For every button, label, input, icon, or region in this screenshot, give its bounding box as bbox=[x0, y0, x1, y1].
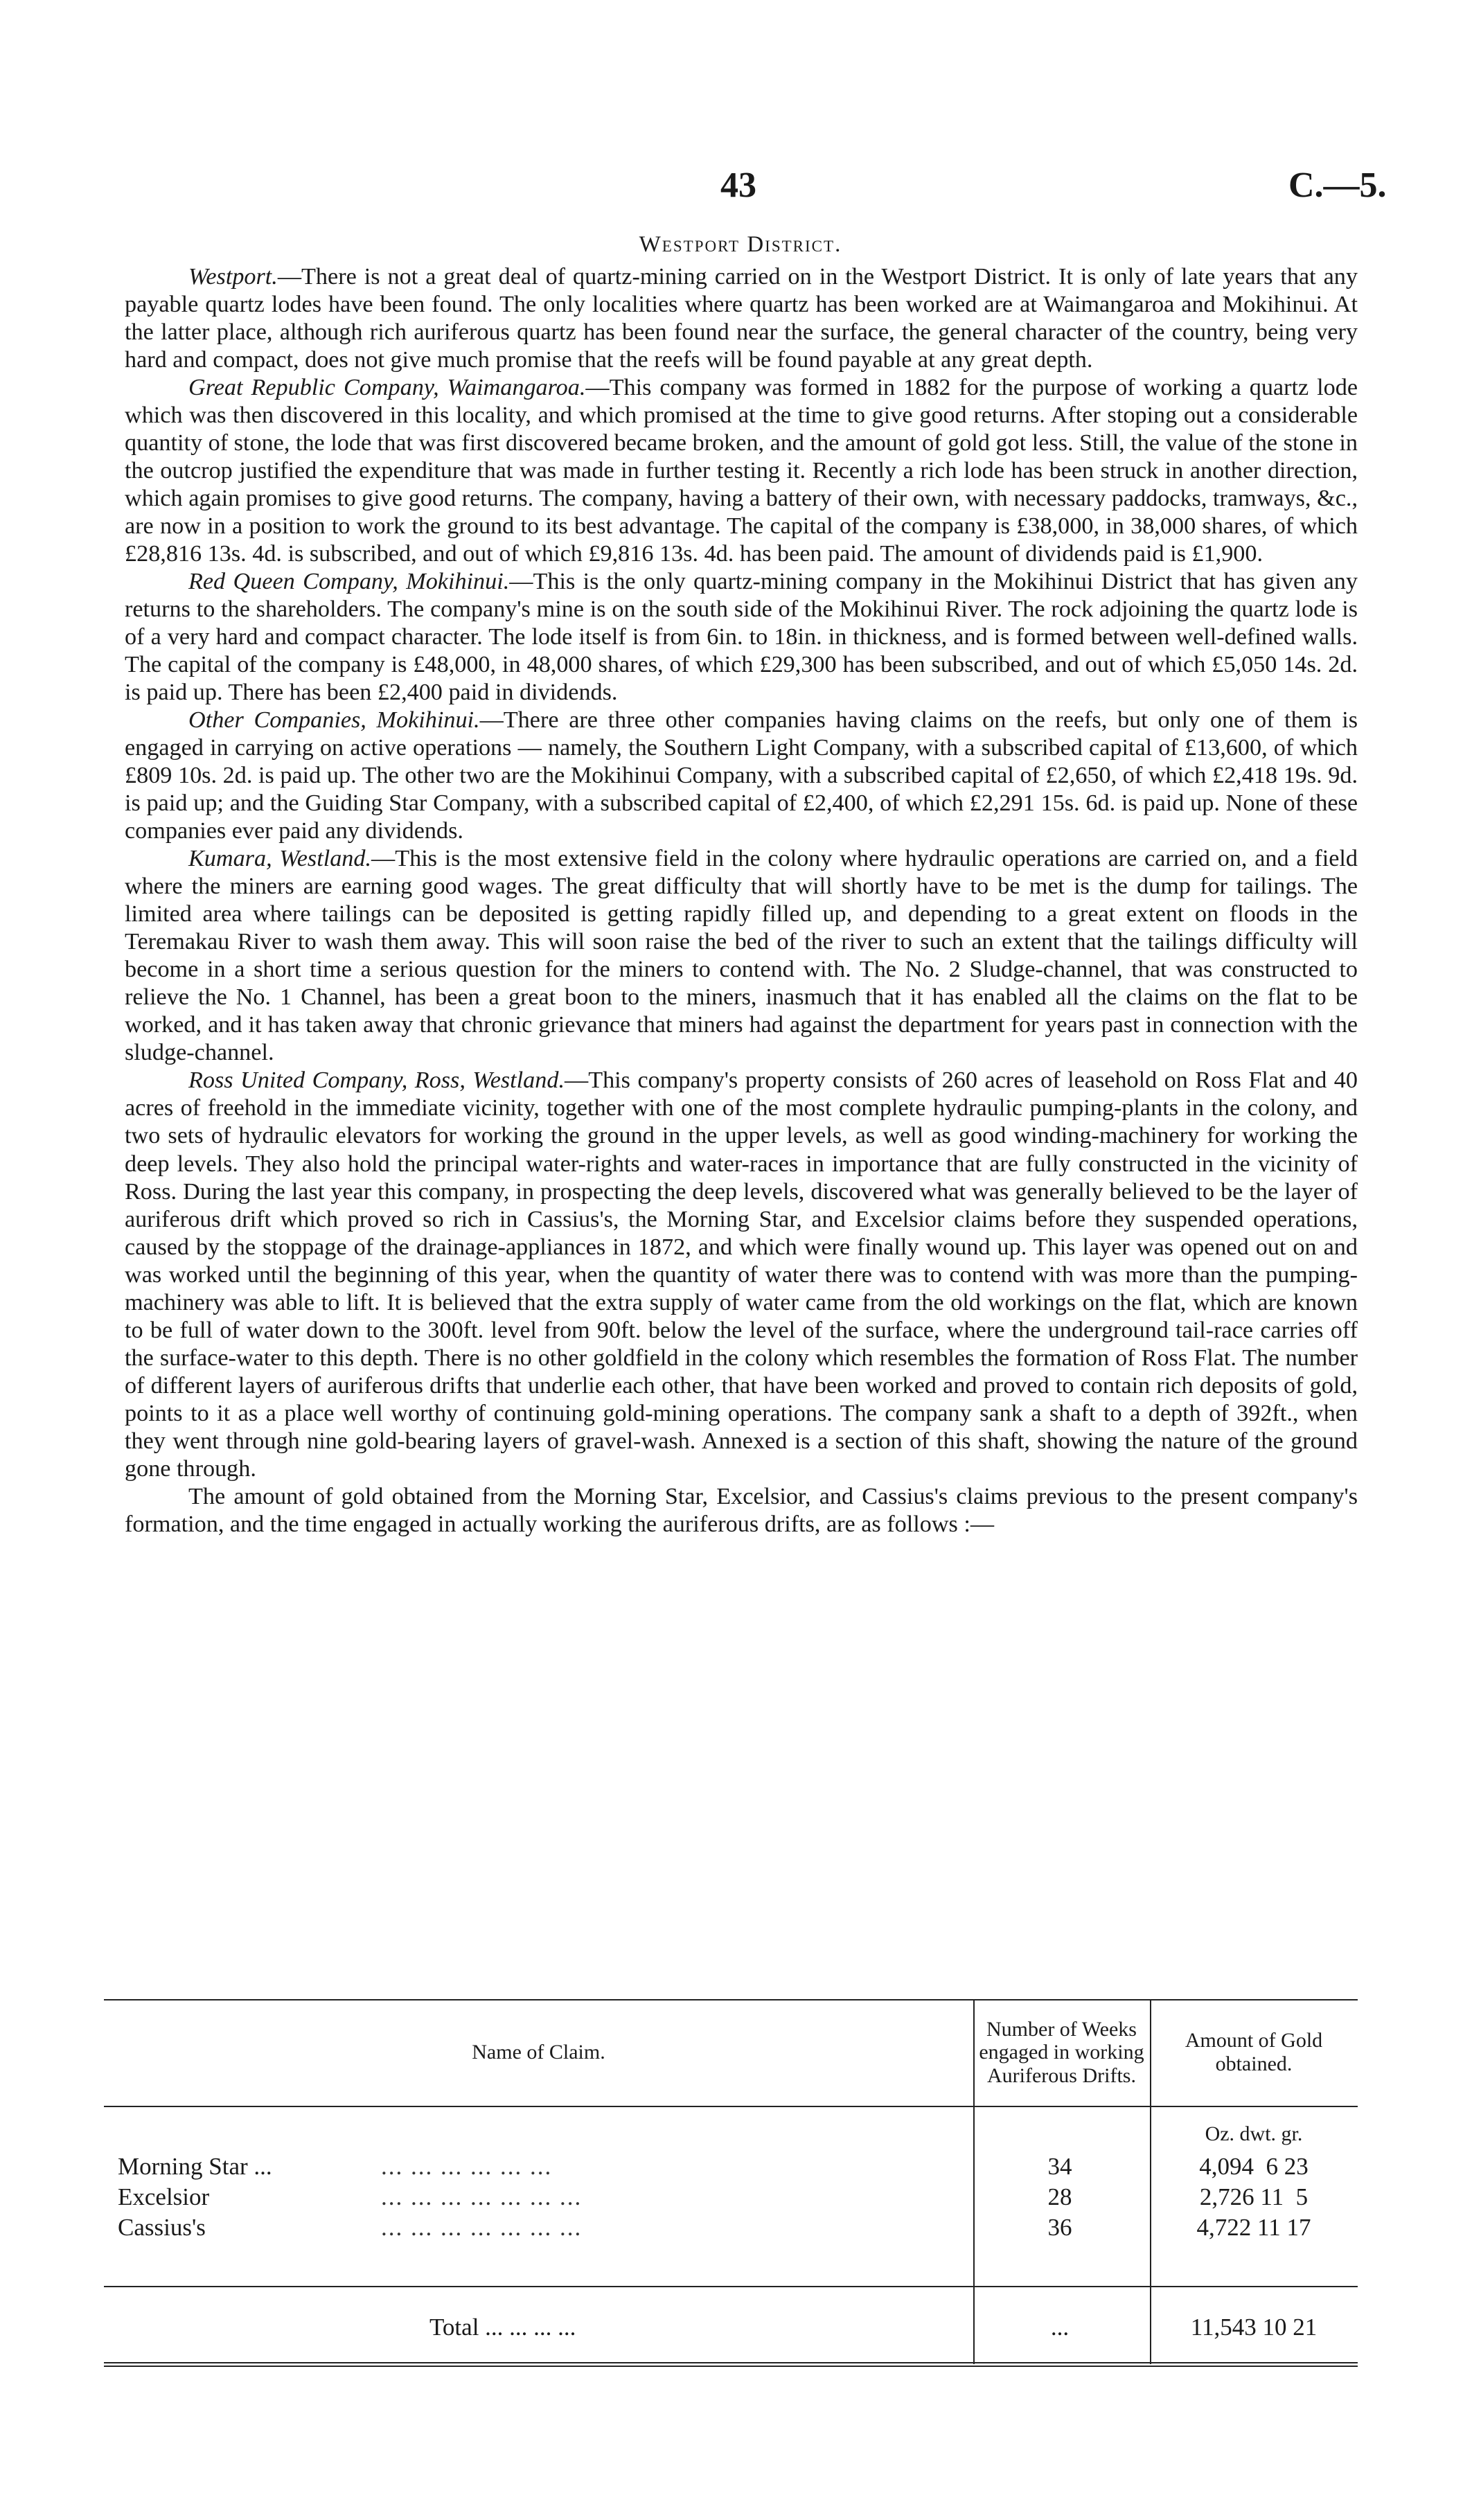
page-number: 43 bbox=[720, 166, 756, 205]
weeks-value: 36 bbox=[1047, 2214, 1072, 2241]
paragraph bbox=[125, 374, 1358, 568]
body-text bbox=[125, 263, 1358, 1538]
header-name-of-claim: Name of Claim. bbox=[472, 2041, 605, 2064]
paragraph-title: Kumara, Westland. bbox=[188, 846, 372, 872]
weeks-value: 34 bbox=[1047, 2153, 1072, 2180]
total-label: Total ... ... ... ... bbox=[429, 2314, 576, 2341]
weeks-value: 28 bbox=[1047, 2183, 1072, 2210]
amount-value: 2,726 11 5 bbox=[1199, 2183, 1309, 2210]
header-weeks: Number of Weeks engaged in working Auriferous Drifts. bbox=[979, 2017, 1144, 2087]
dot-leader: ... ... ... ... ... ... ... bbox=[381, 2183, 583, 2210]
table-bottom-double-rule bbox=[104, 2366, 1358, 2367]
paragraph-text: —This company's property consists of 260 acres of leasehold on Ross Flat and 40 acres of freehold in the immediate vicinity, together with one of the most complete hydraulic pumping-plants in the colony, and two sets of hydraulic elevators for working the ground in the upper levels, as well as good winding-machinery for working the deep levels. They also hold the principal water-rights and water-races in importance that are fully constructed in the vicinity of Ross. During the last year this company, in prospecting the deep levels, discovered what was generally believed to be the layer of auriferous drift which proved so rich in Cassius's, the Morning Star, and Excelsior claims before they suspended operations, caused by the stoppage of the drainage-appliances in 1872, and which were finally wound up. This layer was opened out on and was worked until the beginning of this year, when the quantity of water there was to contend with was more than the pumping-machinery was able to lift. It is believed that the extra supply of water came from the old workings on the flat, which are known to be full of water down to the 300ft. level from 90ft. below the level of the surface, where the underground tail-race carries off the surface-water to this depth. There is no other goldfield in the colony which resembles the formation of Ross Flat. The number of different layers of auriferous drifts that underlie each other, that have been worked and proved to contain rich deposits of gold, points to it as a place well worthy of continuing gold-mining operations. The company sank a shaft to a depth of 392ft., when they went through nine gold-bearing layers of gravel-wash. Annexed is a section of this shaft, showing the nature of the ground gone through. bbox=[125, 1067, 1358, 1482]
paragraph-text: —This company was formed in 1882 for the purpose of working a quartz lode which was then discovered in this locality, and which promised at the time to give good returns. After stoping out a considerable quantity of stone, the lode that was first discovered became broken, and the amount of gold got less. Still, the value of the stone in the outcrop justified the expenditure that was made in further testing it. Recently a rich lode has been struck in another direction, which again promises to give good returns. The company, having a battery of their own, with necessary paddocks, tramways, &c., are now in a position to work the ground to its best advantage. The capital of the company is £38,000, in 38,000 shares, of which £28,816 13s. 4d. is subscribed, and out of which £9,816 13s. 4d. has been paid. The amount of dividends paid is £1,900. bbox=[125, 375, 1358, 567]
paragraph-text: —There is not a great deal of quartz-mining carried on in the Westport District. It is only of late years that any payable quartz lodes have been found. The only localities where quartz has been worked are at Waimangaroa and Mokihinui. At the latter place, although rich auriferous quartz has been found near the surface, the general character of the country, being very hard and compact, does not give much promise that the reefs will be found payable at any great depth. bbox=[125, 264, 1358, 373]
unit-header: Oz. dwt. gr. bbox=[1205, 2122, 1303, 2145]
page-header bbox=[0, 165, 1481, 213]
paragraph bbox=[125, 1483, 1358, 1538]
table-header-rule bbox=[104, 2106, 1358, 2107]
total-row bbox=[104, 2314, 1358, 2344]
amount-value: 4,722 11 17 bbox=[1196, 2214, 1311, 2241]
amount-value: 4,094 6 23 bbox=[1199, 2153, 1309, 2180]
paragraph bbox=[125, 1067, 1358, 1482]
claim-name: Morning Star ... bbox=[118, 2153, 272, 2180]
table-row bbox=[104, 2183, 1358, 2214]
total-top-rule bbox=[104, 2286, 1358, 2287]
dot-leader: ... ... ... ... ... ... bbox=[381, 2153, 553, 2180]
paragraph bbox=[125, 845, 1358, 1067]
table-row bbox=[104, 2214, 1358, 2244]
dot-leader: ... ... ... ... ... ... ... bbox=[381, 2214, 583, 2241]
paragraph bbox=[125, 263, 1358, 374]
paragraph-title: Westport. bbox=[188, 264, 278, 290]
table-row bbox=[104, 2153, 1358, 2183]
paragraph-title: Other Companies, Mokihinui. bbox=[188, 707, 480, 734]
paragraph-title: Red Queen Company, Mokihinui. bbox=[188, 569, 510, 595]
paragraph bbox=[125, 568, 1358, 707]
claim-name: Cassius's bbox=[118, 2214, 206, 2241]
table-bottom-rule bbox=[104, 2362, 1358, 2363]
section-title: Westport District. bbox=[639, 232, 842, 257]
paragraph-text: The amount of gold obtained from the Morning Star, Excelsior, and Cassius's claims previous to the present company's formation, and the time engaged in actually working the auriferous drifts, are as follows :— bbox=[125, 1483, 1358, 1537]
document-code: C.—5. bbox=[1288, 166, 1387, 205]
paragraph-text: —This is the most extensive field in the colony where hydraulic operations are carried on, and a field where the miners are earning good wages. The great difficulty that will shortly have to be met is the dump for tailings. The limited area where tailings can be deposited is getting rapidly filled up, and depending to a great extent on floods in the Teremakau River to wash them away. This will soon raise the bed of the river to such an extent that the tailings difficulty will become in a short time a serious question for the miners to contend with. The No. 2 Sludge-channel, that was constructed to relieve the No. 1 Channel, has been a great boon to the miners, inasmuch that it has enabled all the claims on the flat to be worked, and it has taken away that chronic grievance that miners had against the department for years past in connection with the sludge-channel. bbox=[125, 846, 1358, 1066]
claim-name: Excelsior bbox=[118, 2183, 210, 2210]
paragraph-text: —There are three other companies having claims on the reefs, but only one of them is engaged in carrying on active operations — namely, the Southern Light Company, with a subscribed capital of £13,600, of which £809 10s. 2d. is paid up. The other two are the Mokihinui Company, with a subscribed capital of £2,650, of which £2,418 19s. 9d. is paid up; and the Guiding Star Company, with a subscribed capital of £2,400, of which £2,291 15s. 6d. is paid up. None of these companies ever paid any dividends. bbox=[125, 707, 1358, 844]
paragraph-text: —This is the only quartz-mining company in the Mokihinui District that has given any returns to the shareholders. The company's mine is on the south side of the Mokihinui River. The rock adjoining the quartz lode is of a very hard and compact character. The lode itself is from 6in. to 18in. in thickness, and is formed between well-defined walls. The capital of the company is £48,000, in 48,000 shares, of which £29,300 has been subscribed, and out of which £5,050 14s. 2d. is paid up. There has been £2,400 paid in dividends. bbox=[125, 569, 1358, 706]
paragraph-title: Great Republic Company, Waimangaroa. bbox=[188, 375, 586, 401]
header-amount: Amount of Gold obtained. bbox=[1185, 2029, 1323, 2075]
total-weeks: ... bbox=[1050, 2314, 1070, 2341]
paragraph bbox=[125, 707, 1358, 845]
total-amount: 11,543 10 21 bbox=[1190, 2314, 1318, 2341]
paragraph-title: Ross United Company, Ross, Westland. bbox=[188, 1067, 565, 1094]
